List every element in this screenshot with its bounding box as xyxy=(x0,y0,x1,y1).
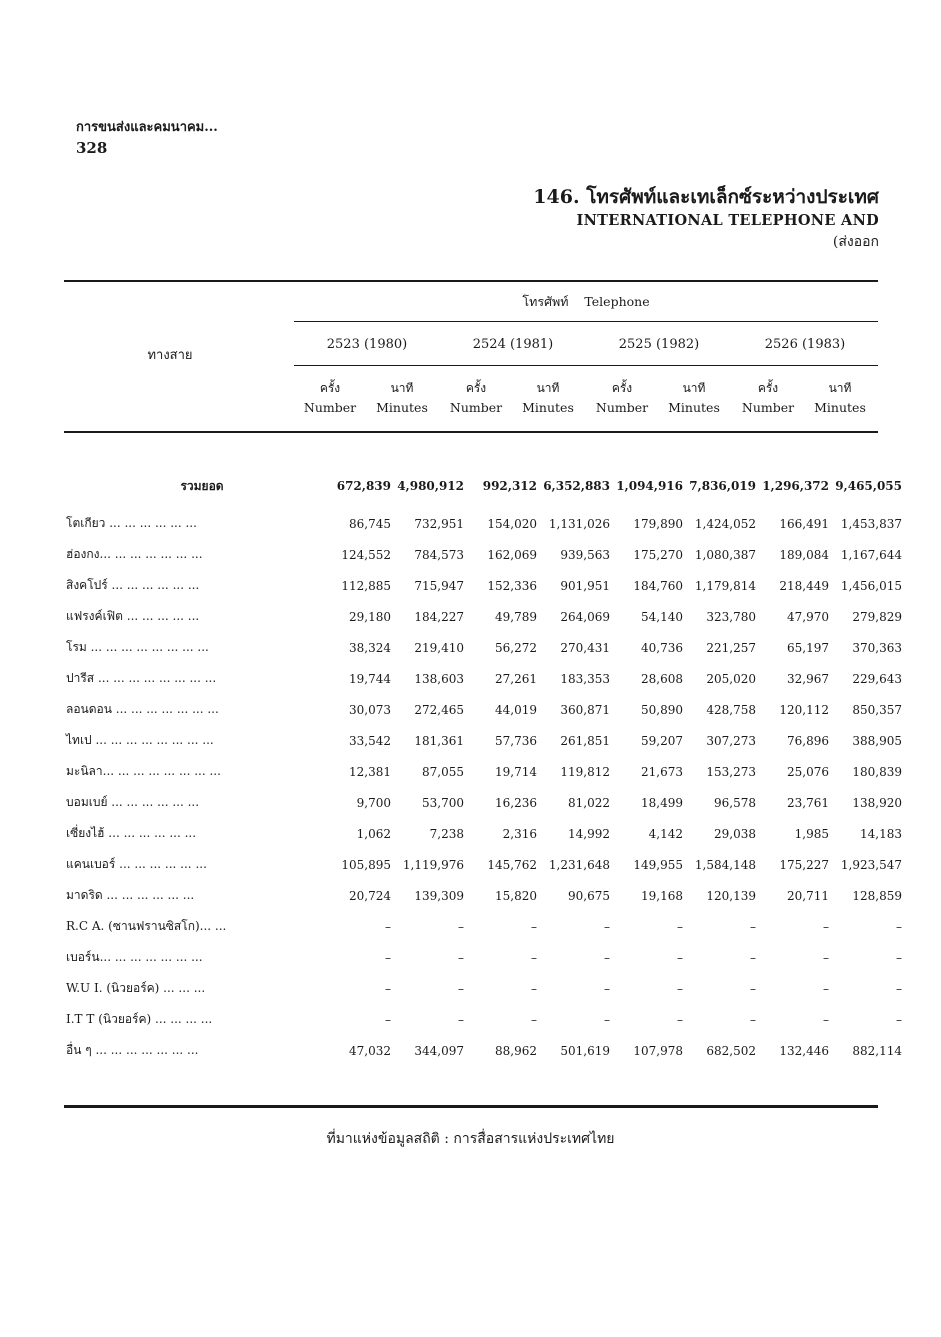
subheader-1981-minutes xyxy=(512,378,584,418)
subheader-1983-number xyxy=(732,378,804,418)
cell-value: 175,270 xyxy=(633,547,683,562)
cell-value: – xyxy=(458,1012,464,1027)
cell-value: 715,947 xyxy=(414,578,464,593)
cell-value: 152,336 xyxy=(487,578,537,593)
cell-value: 4,980,912 xyxy=(397,479,464,493)
cell-value: 183,353 xyxy=(560,671,610,686)
cell-value: 112,885 xyxy=(341,578,391,593)
cell-value: – xyxy=(385,919,391,934)
telephone-header-english: Telephone xyxy=(584,294,650,309)
group-underline xyxy=(294,321,878,322)
cell-value: 1,584,148 xyxy=(694,857,756,872)
cell-value: 501,619 xyxy=(560,1043,610,1058)
cell-value: 180,839 xyxy=(852,764,902,779)
cell-value: 218,449 xyxy=(779,578,829,593)
row-label: เซี่ยงไฮ้ ... ... ... ... ... ... xyxy=(66,826,197,840)
cell-value: 19,714 xyxy=(495,764,537,779)
cell-value: – xyxy=(531,981,537,996)
cell-value: 1,094,916 xyxy=(616,479,683,493)
cell-value: 149,955 xyxy=(633,857,683,872)
row-label: อื่น ๆ ... ... ... ... ... ... ... xyxy=(66,1043,199,1057)
cell-value: 90,675 xyxy=(568,888,610,903)
cell-value: 50,890 xyxy=(641,702,683,717)
row-label: มะนิลา... ... ... ... ... ... ... ... xyxy=(66,764,221,778)
table-body xyxy=(66,508,902,1066)
subheader-english: Number xyxy=(303,400,357,415)
cell-value: 189,084 xyxy=(779,547,829,562)
cell-value: 86,745 xyxy=(349,516,391,531)
cell-value: 428,758 xyxy=(706,702,756,717)
cell-value: – xyxy=(531,1012,537,1027)
cell-value: 323,780 xyxy=(706,609,756,624)
cell-value: 27,261 xyxy=(495,671,537,686)
subheader-1982-minutes xyxy=(658,378,730,418)
cell-value: 44,019 xyxy=(495,702,537,717)
cell-value: 138,920 xyxy=(852,795,902,810)
subheader-english: Number xyxy=(595,400,649,415)
row-label: มาดริด ... ... ... ... ... ... xyxy=(66,888,195,902)
row-label: R.C A. (ซานฟรานซิสโก)... ... xyxy=(66,919,227,933)
table-row xyxy=(66,880,902,911)
cell-value: 279,829 xyxy=(852,609,902,624)
cell-value: 1,131,026 xyxy=(548,516,610,531)
cell-value: 181,361 xyxy=(414,733,464,748)
table-row xyxy=(66,1004,902,1035)
cell-value: 96,578 xyxy=(714,795,756,810)
cell-value: 1,062 xyxy=(356,826,391,841)
cell-value: 1,424,052 xyxy=(694,516,756,531)
cell-value: 2,316 xyxy=(502,826,537,841)
table-row xyxy=(66,756,902,787)
table-row xyxy=(66,508,902,539)
cell-value: 162,069 xyxy=(487,547,537,562)
cell-value: 184,227 xyxy=(414,609,464,624)
subheader-thai: นาที xyxy=(390,381,414,395)
cell-value: 1,296,372 xyxy=(762,479,829,493)
cell-value: 7,238 xyxy=(429,826,464,841)
cell-value: 19,744 xyxy=(349,671,391,686)
year-header-1981: 2524 (1981) xyxy=(472,337,554,352)
cell-value: 20,724 xyxy=(349,888,391,903)
cell-value: 344,097 xyxy=(414,1043,464,1058)
cell-value: 166,491 xyxy=(779,516,829,531)
cell-value: 264,069 xyxy=(560,609,610,624)
cell-value: – xyxy=(896,950,902,965)
cell-value: 205,020 xyxy=(706,671,756,686)
cell-value: 388,905 xyxy=(852,733,902,748)
table-title xyxy=(533,184,879,252)
header-bottom-rule xyxy=(64,431,878,433)
subheader-english: Number xyxy=(741,400,795,415)
spacer-row xyxy=(66,498,902,508)
cell-value: – xyxy=(604,1012,610,1027)
bottom-rule xyxy=(64,1105,878,1108)
subheader-english: Minutes xyxy=(814,400,866,415)
cell-value: – xyxy=(531,950,537,965)
cell-value: 1,453,837 xyxy=(840,516,902,531)
subheader-thai: ครั้ง xyxy=(465,381,487,395)
table-row xyxy=(66,601,902,632)
cell-value: – xyxy=(896,919,902,934)
cell-value: 184,760 xyxy=(633,578,683,593)
row-label: ปารีส ... ... ... ... ... ... ... ... xyxy=(66,671,217,685)
cell-value: 15,820 xyxy=(495,888,537,903)
cell-value: 128,859 xyxy=(852,888,902,903)
cell-value: – xyxy=(458,919,464,934)
cell-value: 1,985 xyxy=(794,826,829,841)
cell-value: 40,736 xyxy=(641,640,683,655)
cell-value: 120,112 xyxy=(779,702,829,717)
row-label: เบอร์น... ... ... ... ... ... ... xyxy=(66,950,203,964)
cell-value: 88,962 xyxy=(495,1043,537,1058)
cell-value: 153,273 xyxy=(706,764,756,779)
cell-value: 47,032 xyxy=(349,1043,391,1058)
row-label: W.U I. (นิวยอร์ค) ... ... ... xyxy=(66,981,206,995)
subheader-english: Minutes xyxy=(522,400,574,415)
cell-value: 1,923,547 xyxy=(840,857,902,872)
year-underline xyxy=(294,365,878,366)
route-header: ทางสาย xyxy=(147,348,193,363)
cell-value: 21,673 xyxy=(641,764,683,779)
cell-value: 12,381 xyxy=(349,764,391,779)
cell-value: 9,465,055 xyxy=(835,479,902,493)
cell-value: 119,812 xyxy=(560,764,610,779)
cell-value: 732,951 xyxy=(414,516,464,531)
cell-value: 29,038 xyxy=(714,826,756,841)
row-label: รวมยอด xyxy=(180,478,224,493)
cell-value: 784,573 xyxy=(414,547,464,562)
cell-value: 38,324 xyxy=(349,640,391,655)
cell-value: 139,309 xyxy=(414,888,464,903)
cell-value: – xyxy=(604,981,610,996)
cell-value: 25,076 xyxy=(787,764,829,779)
row-label: โรม ... ... ... ... ... ... ... ... xyxy=(66,640,209,654)
cell-value: 132,446 xyxy=(779,1043,829,1058)
year-header-1982: 2525 (1982) xyxy=(618,337,700,352)
table-row xyxy=(66,849,902,880)
cell-value: 65,197 xyxy=(787,640,829,655)
cell-value: 219,410 xyxy=(414,640,464,655)
cell-value: 145,762 xyxy=(487,857,537,872)
cell-value: – xyxy=(823,950,829,965)
table-row xyxy=(66,539,902,570)
cell-value: 1,080,387 xyxy=(694,547,756,562)
row-label: แฟรงค์เฟิต ... ... ... ... ... xyxy=(66,609,200,623)
cell-value: – xyxy=(677,919,683,934)
table-number: 146. xyxy=(533,186,580,208)
data-table xyxy=(66,474,902,1066)
cell-value: 672,839 xyxy=(336,479,391,493)
cell-value: – xyxy=(896,981,902,996)
cell-value: 370,363 xyxy=(852,640,902,655)
cell-value: 14,992 xyxy=(568,826,610,841)
subheader-english: Number xyxy=(449,400,503,415)
subheader-english: Minutes xyxy=(668,400,720,415)
row-label: ลอนดอน ... ... ... ... ... ... ... xyxy=(66,702,219,716)
row-label: บอมเบย์ ... ... ... ... ... ... xyxy=(66,795,200,809)
cell-value: – xyxy=(458,950,464,965)
cell-value: – xyxy=(750,1012,756,1027)
row-label: แคนเบอร์ ... ... ... ... ... ... xyxy=(66,857,207,871)
cell-value: 9,700 xyxy=(356,795,391,810)
cell-value: 179,890 xyxy=(633,516,683,531)
cell-value: – xyxy=(750,950,756,965)
table-row xyxy=(66,663,902,694)
cell-value: 882,114 xyxy=(852,1043,902,1058)
cell-value: 261,851 xyxy=(560,733,610,748)
subheader-english: Minutes xyxy=(376,400,428,415)
row-label: สิงคโปร์ ... ... ... ... ... ... xyxy=(66,578,200,592)
year-header-1983: 2526 (1983) xyxy=(764,337,846,352)
cell-value: – xyxy=(677,981,683,996)
page-number: 328 xyxy=(76,139,108,157)
title-english: INTERNATIONAL TELEPHONE AND xyxy=(576,212,879,229)
subheader-thai: ครั้ง xyxy=(757,381,779,395)
telephone-header-thai: โทรศัพท์ xyxy=(522,294,569,309)
subheader-1983-minutes xyxy=(804,378,876,418)
cell-value: 138,603 xyxy=(414,671,464,686)
cell-value: – xyxy=(823,1012,829,1027)
cell-value: 105,895 xyxy=(341,857,391,872)
cell-value: 29,180 xyxy=(349,609,391,624)
cell-value: 18,499 xyxy=(641,795,683,810)
subheader-1982-number xyxy=(586,378,658,418)
cell-value: 901,951 xyxy=(560,578,610,593)
table-row-total xyxy=(66,474,902,498)
subheader-thai: นาที xyxy=(682,381,706,395)
cell-value: 992,312 xyxy=(482,479,537,493)
table-row xyxy=(66,570,902,601)
cell-value: 270,431 xyxy=(560,640,610,655)
subheader-thai: นาที xyxy=(536,381,560,395)
cell-value: 47,970 xyxy=(787,609,829,624)
cell-value: 87,055 xyxy=(422,764,464,779)
cell-value: 229,643 xyxy=(852,671,902,686)
cell-value: – xyxy=(604,919,610,934)
cell-value: 124,552 xyxy=(341,547,391,562)
cell-value: 53,700 xyxy=(422,795,464,810)
cell-value: 154,020 xyxy=(487,516,537,531)
cell-value: 939,563 xyxy=(560,547,610,562)
cell-value: 307,273 xyxy=(706,733,756,748)
cell-value: – xyxy=(677,950,683,965)
cell-value: 30,073 xyxy=(349,702,391,717)
cell-value: 1,179,814 xyxy=(694,578,756,593)
cell-value: 6,352,883 xyxy=(543,479,610,493)
cell-value: 1,167,644 xyxy=(840,547,902,562)
subheader-1980-minutes xyxy=(366,378,438,418)
subheader-thai: นาที xyxy=(828,381,852,395)
cell-value: – xyxy=(750,919,756,934)
cell-value: – xyxy=(677,1012,683,1027)
cell-value: 850,357 xyxy=(852,702,902,717)
cell-value: 175,227 xyxy=(779,857,829,872)
cell-value: 33,542 xyxy=(349,733,391,748)
row-label: ฮ่องกง... ... ... ... ... ... ... xyxy=(66,547,203,561)
cell-value: – xyxy=(604,950,610,965)
source-note: ที่มาแห่งข้อมูลสถิติ : การสื่อสารแห่งประเทศไทย xyxy=(326,1131,615,1147)
cell-value: 19,168 xyxy=(641,888,683,903)
page-header xyxy=(76,118,218,158)
cell-value: – xyxy=(458,981,464,996)
cell-value: 272,465 xyxy=(414,702,464,717)
cell-value: – xyxy=(823,981,829,996)
table-row xyxy=(66,725,902,756)
cell-value: – xyxy=(385,950,391,965)
cell-value: 76,896 xyxy=(787,733,829,748)
subheader-thai: ครั้ง xyxy=(319,381,341,395)
row-label: ไทเป ... ... ... ... ... ... ... ... xyxy=(66,733,214,747)
top-rule xyxy=(64,280,878,282)
table-row xyxy=(66,1035,902,1066)
telephone-group-header xyxy=(486,292,686,312)
cell-value: 59,207 xyxy=(641,733,683,748)
row-label: โตเกียว ... ... ... ... ... ... xyxy=(66,516,197,530)
table-row xyxy=(66,973,902,1004)
cell-value: 28,608 xyxy=(641,671,683,686)
row-label: I.T T (นิวยอร์ค) ... ... ... ... xyxy=(66,1012,213,1026)
cell-value: 14,183 xyxy=(860,826,902,841)
cell-value: 16,236 xyxy=(495,795,537,810)
title-thai: โทรศัพท์และเทเล็กซ์ระหว่างประเทศ xyxy=(586,186,879,208)
cell-value: 32,967 xyxy=(787,671,829,686)
cell-value: 4,142 xyxy=(648,826,683,841)
table-row xyxy=(66,818,902,849)
cell-value: 20,711 xyxy=(787,888,829,903)
cell-value: 57,736 xyxy=(495,733,537,748)
subheader-1980-number xyxy=(294,378,366,418)
cell-value: 221,257 xyxy=(706,640,756,655)
cell-value: 54,140 xyxy=(641,609,683,624)
cell-value: 1,231,648 xyxy=(548,857,610,872)
subheader-thai: ครั้ง xyxy=(611,381,633,395)
cell-value: 56,272 xyxy=(495,640,537,655)
title-thai-line xyxy=(533,184,879,210)
table-row xyxy=(66,942,902,973)
cell-value: – xyxy=(385,981,391,996)
table-row xyxy=(66,911,902,942)
table-row xyxy=(66,694,902,725)
cell-value: 360,871 xyxy=(560,702,610,717)
cell-value: 49,789 xyxy=(495,609,537,624)
running-title: การขนส่งและคมนาคม... xyxy=(76,120,218,135)
cell-value: 120,139 xyxy=(706,888,756,903)
table-row xyxy=(66,632,902,663)
subheader-1981-number xyxy=(440,378,512,418)
cell-value: 7,836,019 xyxy=(689,479,756,493)
cell-value: 107,978 xyxy=(633,1043,683,1058)
year-header-1980: 2523 (1980) xyxy=(326,337,408,352)
cell-value: – xyxy=(823,919,829,934)
cell-value: 1,456,015 xyxy=(840,578,902,593)
cell-value: 81,022 xyxy=(568,795,610,810)
cell-value: – xyxy=(896,1012,902,1027)
cell-value: – xyxy=(750,981,756,996)
cell-value: 682,502 xyxy=(706,1043,756,1058)
cell-value: 1,119,976 xyxy=(402,857,464,872)
table-row xyxy=(66,787,902,818)
cell-value: – xyxy=(531,919,537,934)
cell-value: 23,761 xyxy=(787,795,829,810)
cell-value: – xyxy=(385,1012,391,1027)
title-subtitle: (ส่งออก xyxy=(832,234,879,250)
